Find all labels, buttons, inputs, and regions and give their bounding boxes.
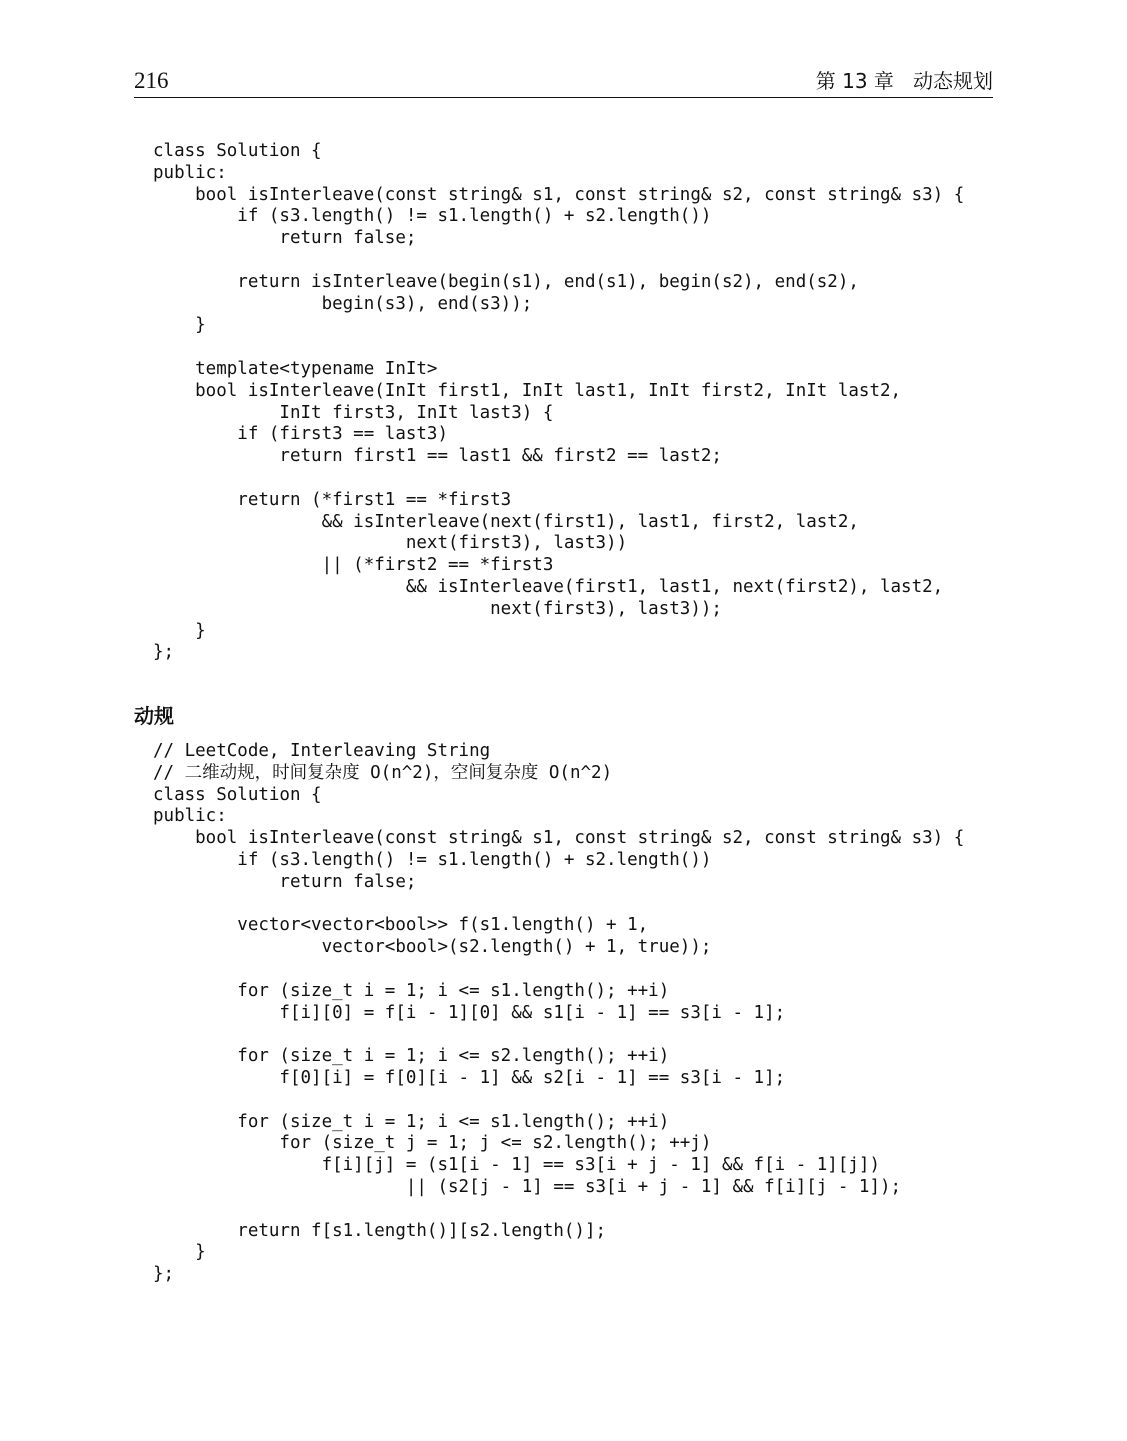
code-block-recursive [153,141,964,664]
code-line: && isInterleave(first1, last1, next(first2), last2, [153,576,944,597]
code-line: next(first3), last3)); [153,598,722,619]
code-line: return first1 == last1 && first2 == last2; [153,446,722,467]
code-line: return (*first1 == *first3 [153,489,512,510]
code-line: return isInterleave(begin(s1), end(s1), begin(s2), end(s2), [153,271,859,292]
code-line: bool isInterleave(const string& s1, const string& s2, const string& s3) { [153,828,965,849]
code-line: if (s3.length() != s1.length() + s2.length()) [153,849,712,870]
chapter-title: 第 13 章 动态规划 [815,69,993,93]
code-line: public: [153,806,227,827]
code-line [153,468,964,490]
code-line: || (s2[j - 1] == s3[i + j - 1] && f[i][j - 1]); [153,1176,902,1197]
code-line: && isInterleave(next(first1), last1, first2, last2, [153,511,859,532]
code-line: return false; [153,228,417,249]
code-line [153,1199,964,1221]
code-line: } [153,315,206,336]
code-line [153,894,964,916]
code-line: bool isInterleave(const string& s1, const string& s2, const string& s3) { [153,184,965,205]
code-line: for (size_t j = 1; j <= s2.length(); ++j) [153,1133,712,1154]
code-line: // 二维动规，时间复杂度 O(n^2)，空间复杂度 O(n^2) [153,762,613,783]
code-line: class Solution { [153,784,322,805]
code-line: for (size_t i = 1; i <= s1.length(); ++i) [153,980,670,1001]
code-line: } [153,620,206,641]
code-line: }; [153,642,175,663]
code-line: } [153,1242,206,1263]
code-line: || (*first2 == *first3 [153,555,554,576]
code-line: // LeetCode, Interleaving String [153,741,491,761]
code-line: return f[s1.length()][s2.length()]; [153,1220,607,1241]
code-line: public: [153,162,227,183]
code-line: f[0][i] = f[0][i - 1] && s2[i - 1] == s3[i - 1]; [153,1067,786,1088]
code-line: f[i][0] = f[i - 1][0] && s1[i - 1] == s3[i - 1]; [153,1002,786,1023]
code-line: f[i][j] = (s1[i - 1] == s3[i + j - 1] && f[i - 1][j]) [153,1155,880,1176]
code-line: if (first3 == last3) [153,424,449,445]
code-line: if (s3.length() != s1.length() + s2.length()) [153,206,712,227]
code-line [153,1090,964,1112]
code-line: begin(s3), end(s3)); [153,293,533,314]
code-line: for (size_t i = 1; i <= s2.length(); ++i) [153,1046,670,1067]
code-line [153,1024,964,1046]
section-heading: 动规 [134,704,174,728]
code-line: template<typename InIt> [153,358,438,379]
code-line [153,959,964,981]
code-line: vector<bool>(s2.length() + 1, true)); [153,937,712,958]
code-line: for (size_t i = 1; i <= s1.length(); ++i) [153,1111,670,1132]
code-line: return false; [153,871,417,892]
code-line: bool isInterleave(InIt first1, InIt last1, InIt first2, InIt last2, [153,380,902,401]
page-header [134,66,993,98]
code-line [153,250,964,272]
code-line [153,337,964,359]
code-line: }; [153,1264,175,1285]
code-block-dp [153,741,964,1286]
code-line: InIt first3, InIt last3) { [153,402,554,423]
code-line: next(first3), last3)) [153,533,628,554]
code-line: vector<vector<bool>> f(s1.length() + 1, [153,915,649,936]
code-line: class Solution { [153,141,322,161]
page-number: 216 [134,68,169,93]
